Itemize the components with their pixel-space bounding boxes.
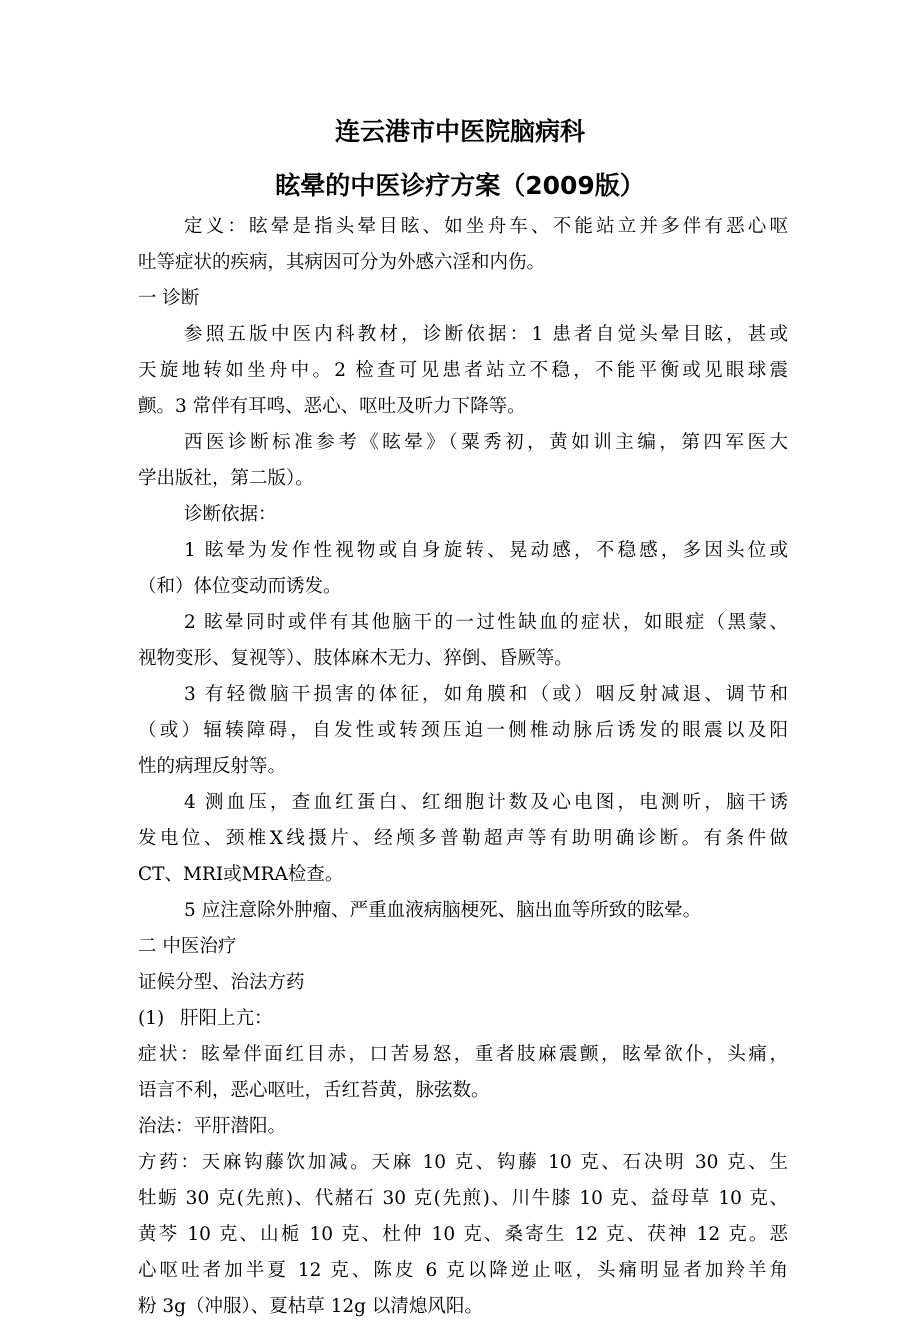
hospital-title: 连云港市中医院脑病科: [334, 117, 585, 146]
definition-line: 定义：眩晕是指头晕目眩、如坐舟车、不能站立并多伴有恶心呕: [184, 216, 788, 237]
paragraph-line: 颤。3 常伴有耳鸣、恶心、呕吐及听力下降等。: [138, 396, 526, 417]
symptoms-line: 症状：眩晕伴面红目赤，口苦易怒，重者肢麻震颤，眩晕欲仆，头痛，: [138, 1044, 788, 1065]
syndrome-name: 肝阳上亢：: [180, 1008, 273, 1029]
criterion-line: 3 有轻微脑干损害的体征，如角膜和（或）咽反射减退、调节和: [184, 684, 788, 705]
criterion-line: 4 测血压，查血红蛋白、红细胞计数及心电图，电测听，脑干诱: [184, 792, 788, 813]
criterion-line: 性的病理反射等。: [138, 756, 287, 777]
syndrome-number: (1): [138, 1008, 165, 1029]
section-heading-tcm-treatment: 二 中医治疗: [138, 936, 237, 957]
document-body: [138, 209, 788, 1325]
prescription-line: 牡蛎 30 克(先煎)、代赭石 30 克(先煎)、川牛膝 10 克、益母草 10 克、: [138, 1188, 788, 1209]
criterion-line: 发电位、颈椎X线摄片、经颅多普勒超声等有助明确诊断。有条件做: [138, 828, 788, 849]
criterion-line: CT、MRI或MRA检查。: [138, 864, 344, 885]
paragraph-line: 学出版社，第二版）。: [138, 468, 314, 489]
prescription-line: 黄芩 10 克、山栀 10 克、杜仲 10 克、桑寄生 12 克、茯神 12 克。恶: [138, 1224, 788, 1245]
prescription-line: 心呕吐者加半夏 12 克、陈皮 6 克以降逆止呕，头痛明显者加羚羊角: [138, 1260, 788, 1281]
prescription-line: 方药：天麻钩藤饮加减。天麻 10 克、钩藤 10 克、石决明 30 克、生: [138, 1152, 788, 1173]
criterion-line: 5 应注意除外肿瘤、严重血液病脑梗死、脑出血等所致的眩晕。: [184, 900, 702, 921]
definition-line: 吐等症状的疾病，其病因可分为外感六淫和内伤。: [138, 252, 546, 273]
paragraph-line: 参照五版中医内科教材，诊断依据：1 患者自觉头晕目眩，甚或: [184, 324, 788, 345]
symptoms-line: 语言不利，恶心呕吐，舌红苔黄，脉弦数。: [138, 1080, 490, 1101]
subheading-syndrome-types: 证候分型、治法方药: [138, 972, 305, 993]
paragraph-line: 天旋地转如坐舟中。2 检查可见患者站立不稳，不能平衡或见眼球震: [138, 360, 788, 381]
treatment-method-line: 治法：平肝潜阳。: [138, 1116, 287, 1137]
criterion-line: （和）体位变动而诱发。: [138, 576, 342, 597]
document-title: 眩晕的中医诊疗方案（2009版）: [275, 171, 645, 200]
subheading-diagnostic-basis: 诊断依据：: [184, 504, 277, 525]
criterion-line: 视物变形、复视等）、肢体麻木无力、猝倒、昏厥等。: [138, 648, 573, 669]
criterion-line: （或）辐辏障碍，自发性或转颈压迫一侧椎动脉后诱发的眼震以及阳: [138, 720, 788, 741]
prescription-line: 粉 3g（冲服）、夏枯草 12g 以清熄风阳。: [138, 1296, 483, 1317]
criterion-line: 2 眩晕同时或伴有其他脑干的一过性缺血的症状，如眼症（黑蒙、: [184, 612, 788, 633]
paragraph-line: 西医诊断标准参考《眩晕》（粟秀初，黄如训主编，第四军医大: [184, 432, 788, 453]
syndrome-heading: [138, 1001, 788, 1037]
section-heading-diagnosis: 一 诊断: [138, 288, 200, 309]
criterion-line: 1 眩晕为发作性视物或自身旋转、晃动感，不稳感，多因头位或: [184, 540, 788, 561]
